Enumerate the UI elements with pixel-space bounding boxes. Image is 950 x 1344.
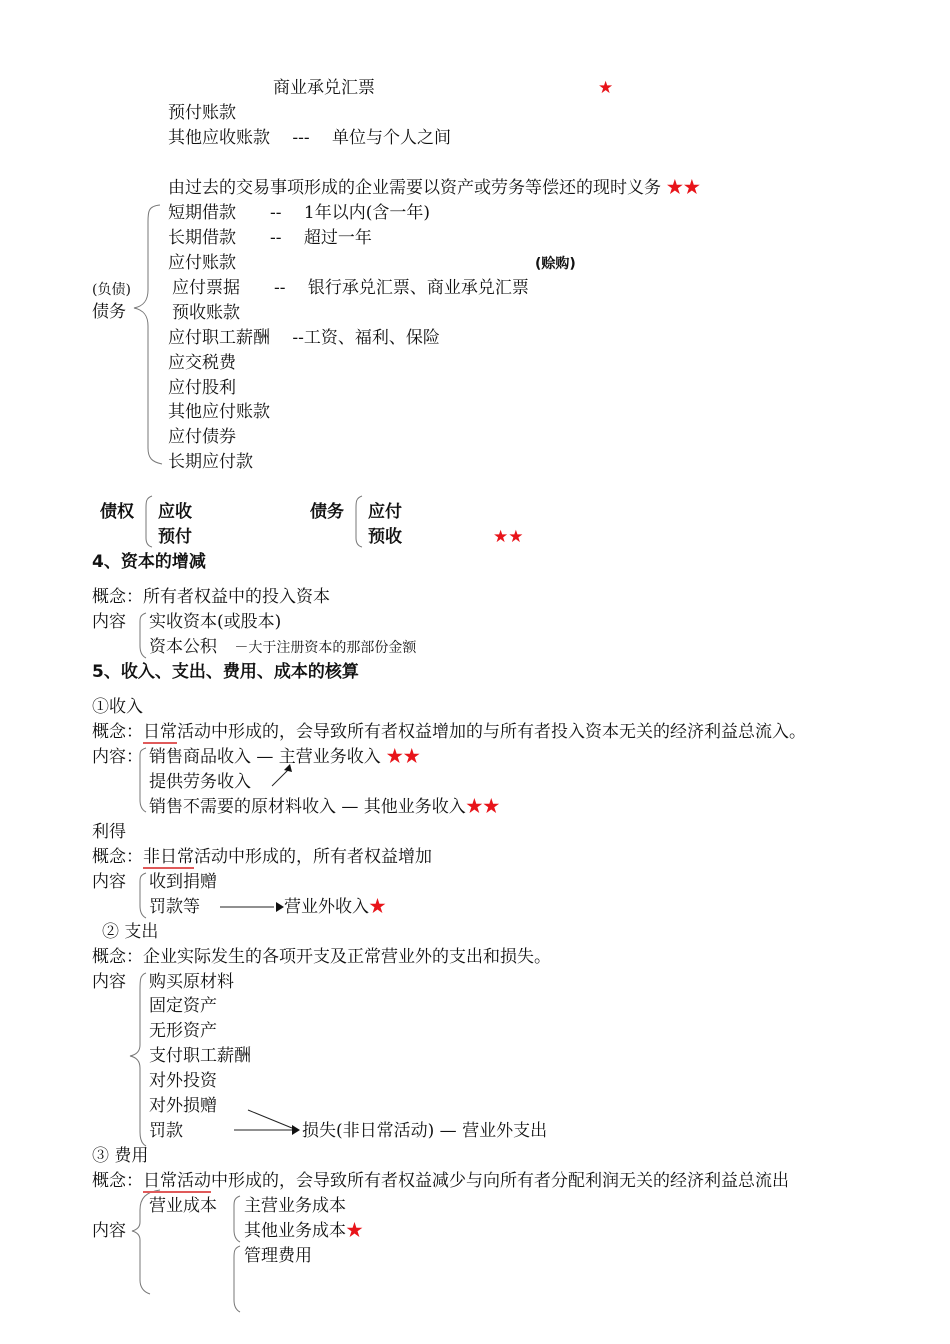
list-item: 固定资产: [149, 996, 217, 1016]
list-item: 其他应付账款: [168, 402, 270, 422]
capital-reserve-note: －大于注册资本的那部份金额: [234, 640, 417, 656]
star-icon: ★★: [465, 797, 500, 817]
star-icon: ★★: [666, 178, 701, 198]
definition-text: 由过去的交易事项形成的企业需要以资产或劳务等偿还的现时义务: [168, 178, 661, 198]
admin-expense: 管理费用: [244, 1246, 312, 1266]
capital-reserve: [149, 635, 416, 660]
creditor-rights-label: 债权: [100, 502, 134, 522]
liabilities-label-small: (负债): [92, 282, 131, 298]
star-icon: ★: [598, 78, 614, 98]
list-item: 应付票据 -- 银行承兑汇票、商业承兑汇票: [172, 278, 529, 298]
list-item: 应交税费: [168, 353, 236, 373]
debt-label: 债务: [310, 502, 344, 522]
section-4-title: 4、资本的增减: [92, 552, 206, 572]
list-item: 罚款: [149, 1121, 183, 1141]
section-4-concept: 概念：所有者权益中的投入资本: [92, 587, 330, 607]
expense-concept: [92, 1169, 789, 1193]
income-item-service: 提供劳务收入: [149, 772, 251, 792]
list-item: [244, 1219, 363, 1243]
concept-rest: 活动中形成的，所有者权益增加: [194, 847, 432, 867]
section-5-title: 5、收入、支出、费用、成本的核算: [92, 662, 359, 682]
gain-result: [284, 895, 386, 919]
paid-in-capital: 实收资本(或股本): [149, 612, 282, 632]
star-icon: ★: [369, 897, 386, 917]
gain-concept: [92, 845, 432, 869]
operating-cost-label: 营业成本: [149, 1196, 217, 1216]
star-icon: ★: [346, 1221, 363, 1241]
item-text: 销售不需要的原材料收入 — 其他业务收入: [149, 797, 466, 817]
expense-content-label: 内容: [92, 1221, 126, 1241]
gain-content-label: 内容: [92, 872, 126, 892]
concept-rest: 中形成的，会导致所有者权益减少与向所有者分配利润无关的经济利益总流出: [211, 1171, 789, 1191]
credit-purchase-note: (赊购): [535, 256, 576, 272]
section-4-content-label: 内容: [92, 612, 126, 632]
list-item: 对外投资: [149, 1071, 217, 1091]
list-item: 应付职工薪酬 --工资、福利、保险: [168, 328, 440, 348]
list-item: 支付职工薪酬: [149, 1046, 251, 1066]
income-concept: [92, 720, 806, 744]
expenditure-concept: 概念：企业实际发生的各项开支及正常营业外的支出和损失。: [92, 947, 551, 967]
expenditure-heading: ② 支出: [102, 922, 159, 942]
underlined-term: 非日常: [143, 847, 194, 867]
payable-label: 应付: [368, 502, 402, 522]
advance-label: 预收: [368, 527, 402, 547]
underlined-term: 日常活动: [143, 1171, 211, 1191]
expenditure-result: 损失(非日常活动) — 营业外支出: [302, 1121, 548, 1141]
expenditure-content-label: 内容: [92, 972, 126, 992]
concept-prefix: 概念：: [92, 722, 143, 742]
prepaid-label: 预付: [158, 527, 192, 547]
receivable-label: 应收: [158, 502, 192, 522]
expense-heading: ③ 费用: [92, 1146, 149, 1166]
gain-item-fines: 罚款等: [149, 897, 200, 917]
concept-prefix: 概念：: [92, 1171, 143, 1191]
top-line-other-receivables: 其他应收账款 --- 单位与个人之间: [168, 128, 452, 148]
top-line-commercial-bill: 商业承兑汇票: [273, 78, 375, 98]
result-text: 营业外收入: [284, 897, 369, 917]
capital-reserve-label: 资本公积: [149, 637, 217, 657]
item-text: 其他业务成本: [244, 1221, 346, 1241]
list-item: 主营业务成本: [244, 1196, 346, 1216]
gain-item-donation: 收到捐赠: [149, 872, 217, 892]
list-item: 购买原材料: [149, 972, 234, 992]
star-icon: ★★: [493, 527, 524, 547]
concept-prefix: 概念：: [92, 847, 143, 867]
list-item: 应付账款: [168, 253, 236, 273]
income-heading: ①收入: [92, 697, 143, 717]
list-item: 无形资产: [149, 1021, 217, 1041]
list-item: 对外损赠: [149, 1096, 217, 1116]
underlined-term: 日常: [143, 722, 177, 742]
item-text: 销售商品收入 — 主营业务收入: [149, 747, 387, 767]
income-content-label: 内容：: [92, 747, 143, 767]
liabilities-label: 债务: [92, 302, 126, 322]
list-item: 应付股利: [168, 378, 236, 398]
list-item: 预收账款: [172, 303, 240, 323]
concept-rest: 活动中形成的，会导致所有者权益增加的与所有者投入资本无关的经济利益总流入。: [177, 722, 806, 742]
list-item: 短期借款 -- 1年以内(含一年): [168, 203, 430, 223]
list-item: 应付债券: [168, 427, 236, 447]
list-item: 长期应付款: [168, 452, 253, 472]
income-item-sales: [149, 745, 420, 769]
income-item-materials: [149, 795, 500, 819]
list-item: 长期借款 -- 超过一年: [168, 228, 372, 248]
top-line-prepaid: 预付账款: [168, 103, 236, 123]
gain-heading: 利得: [92, 822, 126, 842]
star-icon: ★★: [386, 747, 421, 767]
liabilities-definition: [168, 176, 700, 200]
